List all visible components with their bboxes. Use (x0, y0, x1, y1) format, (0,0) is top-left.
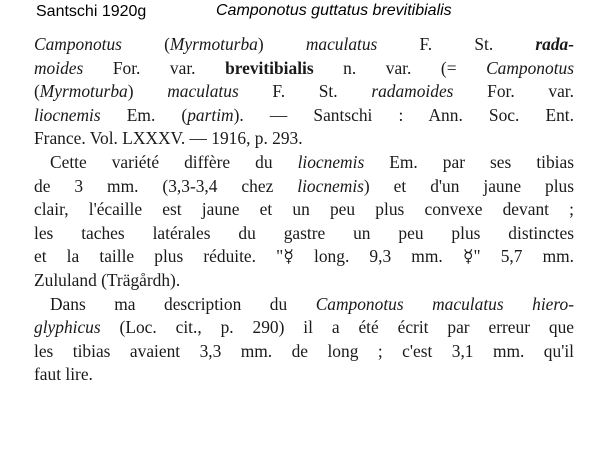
text-run: F. St. (377, 34, 536, 54)
variety-name: liocnemis (297, 175, 364, 196)
reference-label: Santschi 1920g (36, 3, 147, 20)
p1-line-4 (34, 104, 574, 128)
text-run: Em. par ses tibias (364, 151, 574, 172)
variety-name: liocnemis (297, 151, 365, 172)
citation-text: ). — Santschi : Ann. Soc. Ent. (233, 104, 574, 125)
text-run: n. var. (= (313, 57, 487, 78)
p3-line-4: faut lire. (34, 364, 93, 385)
text-run: ) (127, 81, 168, 102)
genus-name: Camponotus (486, 57, 574, 78)
text-run: For. var. (83, 57, 226, 78)
taxon-name: glyphicus (34, 317, 101, 338)
species-name: maculatus (305, 34, 378, 54)
p2-line-2 (34, 175, 574, 199)
p3-line-3: les tibias avaient 3,3 mm. de long ; c'est 3,1 mm. qu'il (34, 340, 574, 361)
taxon-name: Camponotus maculatus hiero- (315, 293, 574, 314)
text-run: For. var. (453, 81, 574, 102)
p1-line-5: France. Vol. LXXXV. — 1916, p. 293. (34, 128, 303, 149)
taxon-title: Camponotus guttatus brevitibialis (216, 2, 452, 19)
text-run: Em. ( (100, 104, 188, 125)
p1-line-2 (34, 57, 574, 81)
subgenus-name: Myrmoturba (39, 81, 128, 102)
text-run: Cette variété diffère du (50, 151, 298, 172)
p2-line-1 (34, 151, 574, 175)
p2-line-4: les taches latérales du gastre un peu plus distinctes (34, 222, 574, 243)
page-header (36, 3, 596, 25)
text-run: ( (121, 34, 170, 54)
p2-line-6: Zululand (Trägårdh). (34, 269, 181, 290)
text-run: ) (257, 34, 306, 54)
text-run-italic: partim (187, 104, 234, 125)
p1-line-1 (34, 33, 574, 57)
species-name: maculatus (167, 81, 239, 102)
subspecies-name: radamoides (371, 81, 454, 102)
article-body (34, 33, 574, 387)
text-run: de 3 mm. (3,3-3,4 chez (34, 175, 298, 196)
text-run: Dans ma description du (50, 293, 316, 314)
subspecies-name: rada- (535, 34, 575, 54)
text-run: ( (34, 81, 40, 102)
text-run: ) et d'un jaune plus (363, 175, 574, 196)
p1-line-3 (34, 80, 574, 104)
genus-name: Camponotus (34, 34, 122, 54)
p3-line-2 (34, 316, 574, 340)
text-run: F. St. (238, 81, 372, 102)
text-run: (Loc. cit., p. 290) il a été écrit par erreur que (100, 317, 574, 338)
variety-name: brevitibialis (225, 57, 314, 78)
p2-line-5: et la taille plus réduite. "☿ long. 9,3 mm. ☿" 5,7 mm. (34, 246, 574, 267)
variety-name: liocnemis (34, 104, 101, 125)
subgenus-name: Myrmoturba (169, 34, 258, 54)
p2-line-3: clair, l'écaille est jaune et un peu plus convexe devant ; (34, 199, 574, 220)
p3-line-1 (34, 293, 574, 317)
subspecies-name: moides (34, 57, 84, 78)
